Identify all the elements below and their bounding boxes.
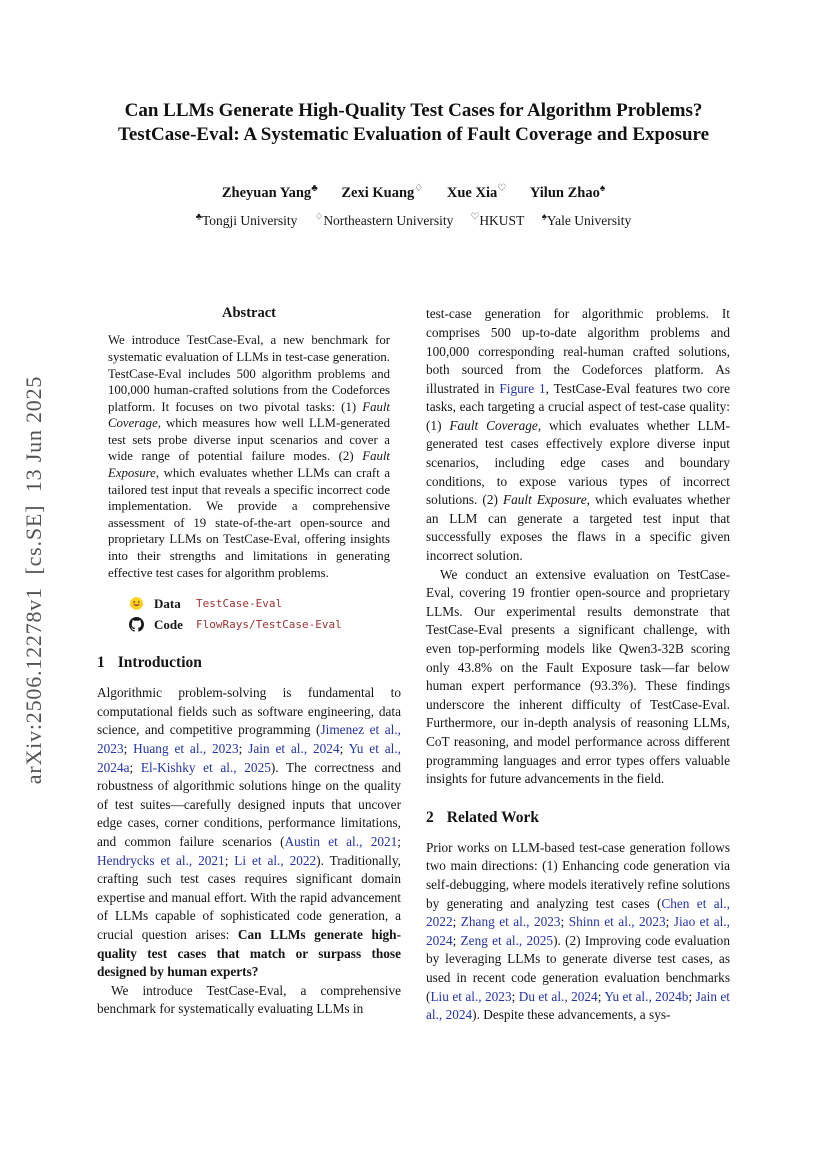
- author-name: Zexi Kuang: [341, 184, 415, 201]
- citation-link[interactable]: Shinn et al., 2023: [568, 914, 666, 930]
- italic-text: Fault Coverage: [108, 399, 390, 431]
- affil-mark: ♣: [195, 212, 202, 223]
- citation-link[interactable]: Jiao et al., 2024: [426, 914, 730, 948]
- citation-link[interactable]: El-Kishky et al., 2025: [140, 759, 271, 775]
- abstract-text: We introduce TestCase-Eval, a new benchmark for systematic evaluation of LLMs in test-case generation. TestCase-Eval includes 500 algorithm problems and 100,000 human-crafted solutions from the Codeforces platform. It focuses on two pivotal tasks: (1) Fault Coverage, which measures how well LLM-generated test sets probe diverse input scenarios and cover a wide range of potential failure modes. (2) Fault Exposure, which evaluates whether LLMs can craft a tailored test input that reveals a specific incorrect code implementation. We provide a comprehensive assessment of 19 state-of-the-art open-source and proprietary LLMs on TestCase-Eval, offering insights into their strengths and limitations in generating effective test cases for algorithm problems.: [108, 333, 390, 580]
- hugging-face-icon: [129, 596, 144, 611]
- citation-link[interactable]: Jimenez et al., 2023: [97, 722, 401, 757]
- affil-name: HKUST: [479, 213, 525, 229]
- affil-mark: ♡: [470, 212, 480, 223]
- affil-mark: ♠: [541, 212, 547, 223]
- citation-link[interactable]: Li et al., 2022: [234, 852, 317, 868]
- title-line-1: Can LLMs Generate High-Quality Test Cases for Algorithm Problems?: [124, 100, 703, 121]
- affil-name: Northeastern University: [323, 213, 454, 229]
- citation-link[interactable]: Zeng et al., 2025: [460, 932, 554, 948]
- citation-link[interactable]: Chen et al., 2022: [426, 895, 730, 930]
- section-title: Introduction: [117, 654, 202, 672]
- author-name: Xue Xia: [446, 184, 498, 201]
- italic-text: Fault Exposure: [503, 492, 587, 508]
- author-affil-mark: ♣: [311, 183, 318, 194]
- author-affil-mark: ♠: [599, 183, 606, 194]
- citation-link[interactable]: Hendrycks et al., 2021: [97, 852, 225, 868]
- affiliation: [196, 213, 298, 228]
- right-column: [426, 305, 730, 1024]
- resource-links: [129, 594, 401, 634]
- affil-name: Tongji University: [201, 213, 298, 229]
- author-name: Zheyuan Yang: [221, 184, 312, 201]
- author: [341, 185, 423, 201]
- related-work-paragraph-1: Prior works on LLM-based test-case generation follows two main directions: (1) Enhancing code generation via self-debugging, where models iteratively refine solutions by generating and analyzing test cases (Chen et al., 2022; Zhang et al., 2023; Shinn et al., 2023; Jiao et al., 2024; Zeng et al., 2025). (2) Improving code evaluation by leveraging LLMs to generate diverse test cases, as used in recent code generation evaluation benchmarks (Liu et al., 2023; Du et al., 2024; Yu et al., 2024b; Jain et al., 2024). Despite these advancements, a sys-: [426, 839, 730, 1023]
- left-column: [97, 305, 401, 1024]
- code-link[interactable]: FlowRays/TestCase-Eval: [196, 618, 342, 632]
- section-heading-related-work: [426, 809, 730, 827]
- abstract-heading: Abstract: [222, 305, 276, 322]
- data-link-row: [129, 594, 401, 613]
- affil-mark: ♢: [314, 212, 324, 223]
- affil-name: Yale University: [546, 213, 632, 229]
- section-title: Related Work: [446, 808, 540, 826]
- affiliation-list: [0, 212, 827, 230]
- citation-link[interactable]: Huang et al., 2023: [133, 741, 239, 757]
- data-link[interactable]: TestCase-Eval: [196, 597, 283, 611]
- abstract-section: [97, 305, 401, 581]
- github-icon: [129, 617, 144, 632]
- author: [530, 185, 605, 201]
- section-heading-introduction: [97, 654, 401, 672]
- citation-link[interactable]: Yu et al., 2024a: [97, 741, 401, 775]
- citation-link[interactable]: Du et al., 2024: [518, 988, 598, 1004]
- data-label: Data: [154, 595, 181, 611]
- author-list: [0, 183, 827, 202]
- section-number: 1: [97, 654, 105, 672]
- two-column-body: [0, 305, 827, 1024]
- intro-paragraph-3: We conduct an extensive evaluation on TestCase-Eval, covering 19 frontier open-source and proprietary LLMs. Our experimental results demonstrate that TestCase-Eval presents a significant challenge, with even top-performing models like Qwen3-32B scoring only 43.8% on the Fault Exposure task—far below human expert performance (93.3%). These findings underscore the inherent difficulty of TestCase-Eval. Furthermore, our in-depth analysis of reasoning LLMs, CoT reasoning, and model performance across different programming languages and error types offers valuable insights for future advancements in the field.: [426, 566, 730, 787]
- citation-link[interactable]: Zhang et al., 2023: [460, 914, 561, 930]
- code-label: Code: [154, 616, 183, 632]
- author-name: Yilun Zhao: [529, 184, 600, 201]
- citation-link[interactable]: Jain et al., 2024: [248, 741, 340, 757]
- figure-reference-link[interactable]: Figure 1: [499, 380, 546, 396]
- italic-text: Fault Exposure: [108, 449, 390, 481]
- citation-link[interactable]: Jain et al., 2024: [426, 988, 730, 1023]
- citation-link[interactable]: Austin et al., 2021: [284, 833, 398, 849]
- arxiv-watermark: arXiv:2506.12278v1 [cs.SE] 13 Jun 2025: [21, 375, 46, 785]
- paper-title: [0, 99, 827, 147]
- author: [222, 185, 318, 201]
- affiliation: [542, 213, 632, 228]
- author-affil-mark: ♢: [414, 183, 424, 194]
- affiliation: [315, 213, 454, 228]
- code-link-row: [129, 615, 401, 634]
- bold-text: Can LLMs generate high-quality test cases that match or surpass those designed by human experts?: [97, 926, 402, 980]
- intro-paragraph-1: Algorithmic problem-solving is fundamental to computational fields such as software engineering, data science, and competitive programming (Jimenez et al., 2023; Huang et al., 2023; Jain et al., 2024; Yu et al., 2024a; El-Kishky et al., 2025). The correctness and robustness of algorithmic solutions hinge on the quality of test suites—carefully designed inputs that uncover edge cases, corner conditions, performance limitations, and common failure scenarios (Austin et al., 2021; Hendrycks et al., 2021; Li et al., 2022). Traditionally, crafting such test cases requires significant domain expertise and manual effort. With the rapid advancement of LLMs capable of sophisticated code generation, a crucial question arises: Can LLMs generate high-quality test cases that match or surpass those designed by human experts?: [97, 685, 402, 980]
- citation-link[interactable]: Yu et al., 2024b: [604, 988, 689, 1004]
- citation-link[interactable]: Liu et al., 2023: [430, 988, 512, 1004]
- author-affil-mark: ♡: [497, 183, 507, 194]
- title-line-2: TestCase-Eval: A Systematic Evaluation of Fault Coverage and Exposure: [117, 124, 710, 145]
- intro-paragraph-2: We introduce TestCase-Eval, a comprehensive benchmark for systematically evaluating LLMs in: [97, 982, 401, 1017]
- italic-text: Fault Coverage: [449, 417, 538, 433]
- author: [447, 185, 506, 201]
- section-number: 2: [426, 808, 434, 826]
- intro-paragraph-2-continued: test-case generation for algorithmic problems. It comprises 500 up-to-date algorithm problems and 100,000 corresponding real-human crafted solutions, both sourced from the Codeforces platform. As illustrated in Figure 1, TestCase-Eval features two core tasks, each targeting a crucial aspect of test-case quality: (1) Fault Coverage, which evaluates whether LLM-generated test cases effectively explore diverse input scenarios, including edge cases and boundary conditions, to expose various types of incorrect solutions. (2) Fault Exposure, which evaluates whether an LLM can generate a targeted test input that successfully exposes the flaws in a specific given incorrect solution.: [426, 306, 730, 564]
- affiliation: [471, 213, 525, 228]
- paper-header: [0, 0, 827, 229]
